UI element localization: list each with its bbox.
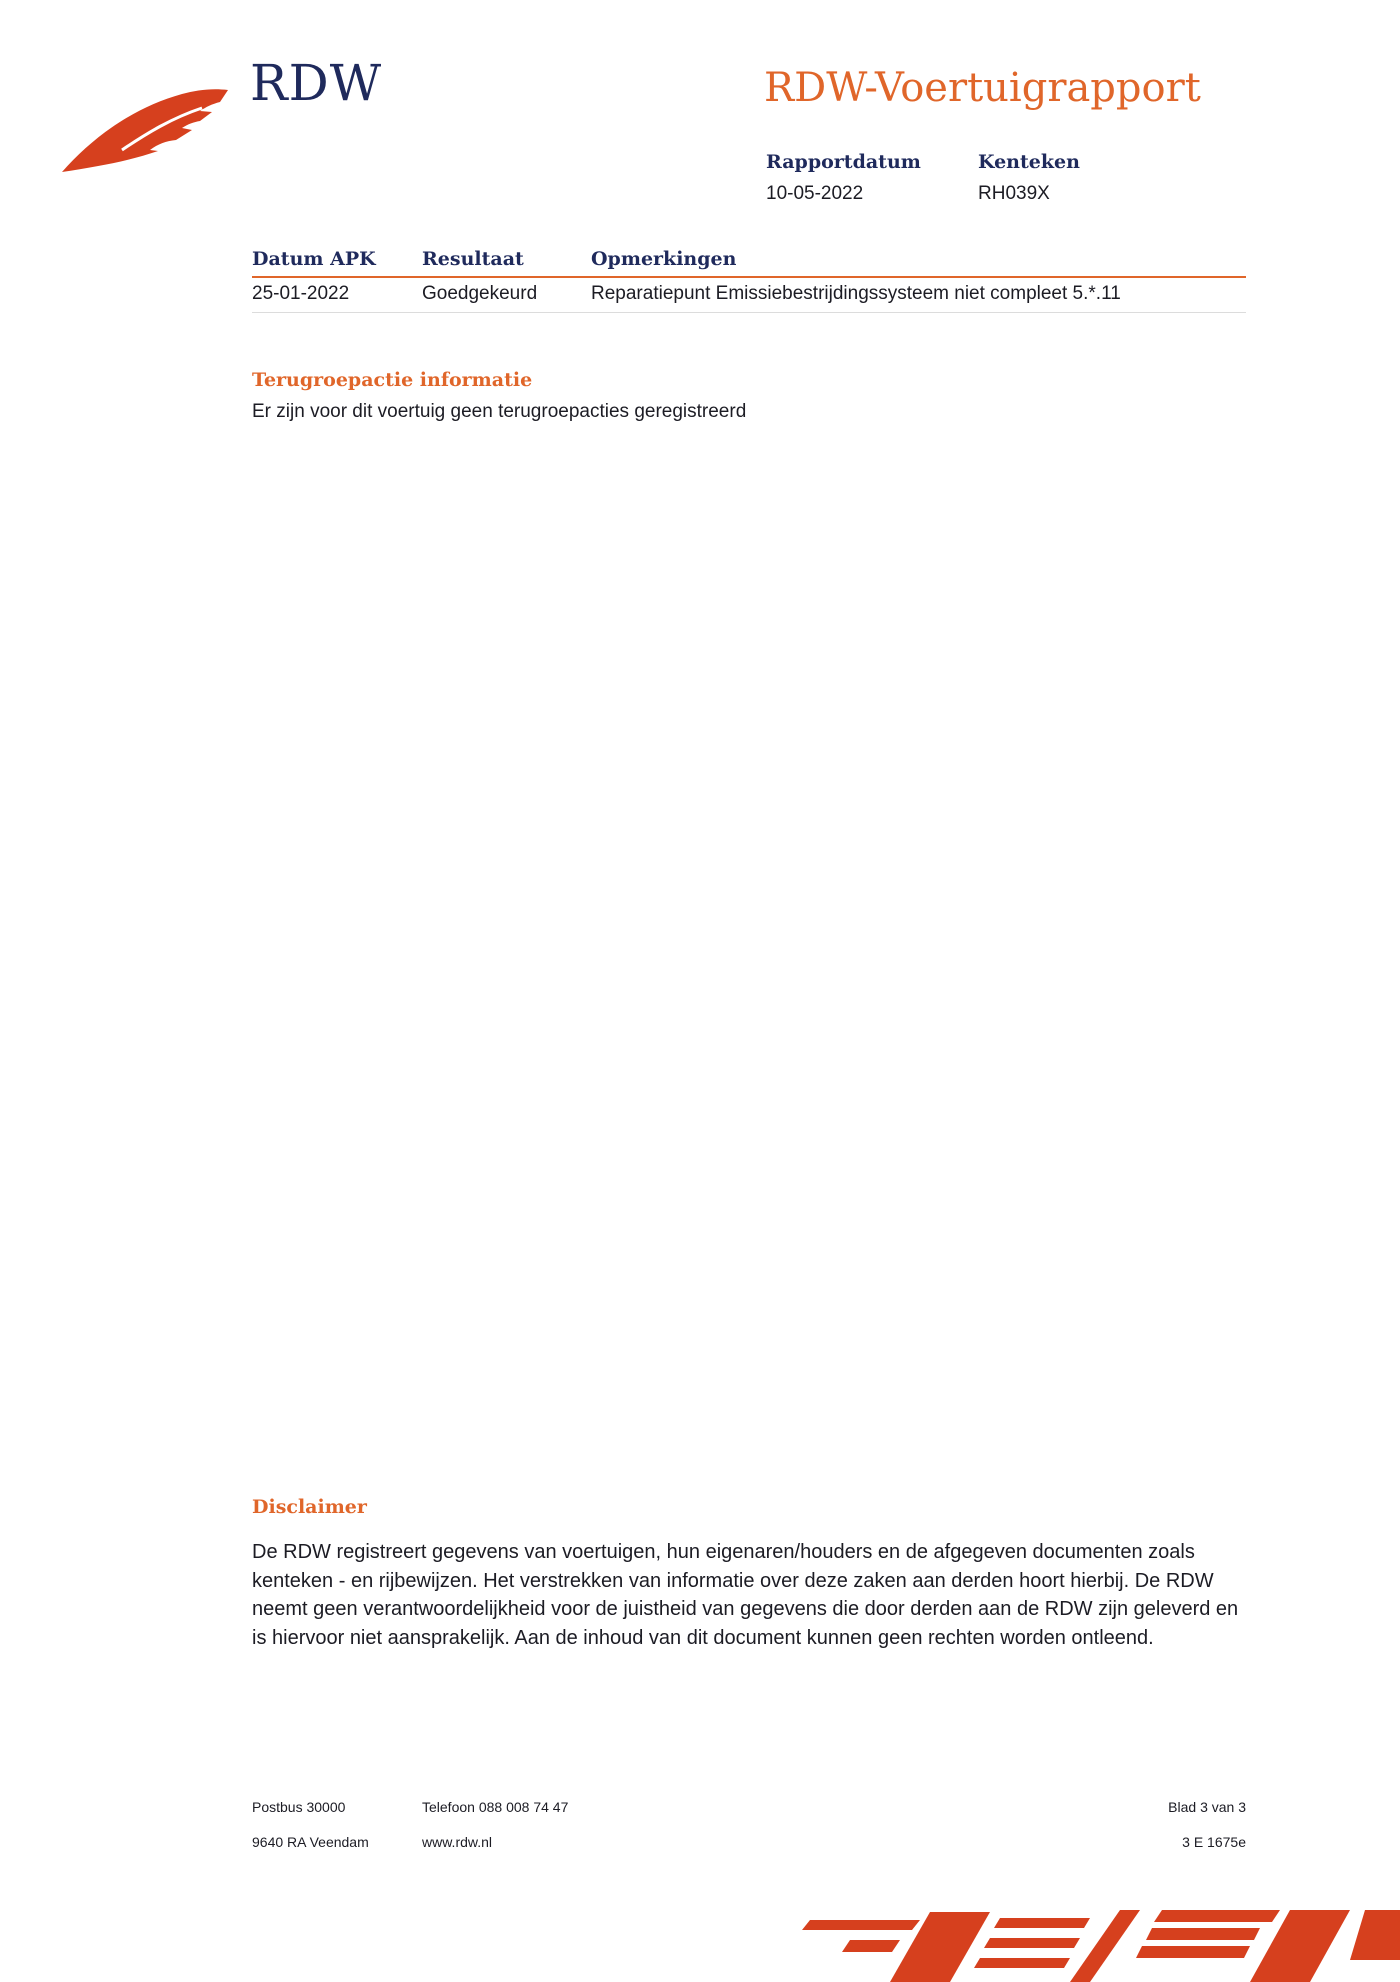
plate-value: RH039X <box>978 183 1050 204</box>
footer-website[interactable]: www.rdw.nl <box>422 1834 493 1850</box>
rdw-wing-logo-icon <box>62 88 232 176</box>
footer-phone: Telefoon 088 008 74 47 <box>422 1799 569 1815</box>
report-date-label: Rapportdatum <box>766 151 921 173</box>
rdw-logo-text: RDW <box>250 54 383 112</box>
footer-city: 9640 RA Veendam <box>252 1834 369 1850</box>
cell-opmerkingen: Reparatiepunt Emissiebestrijdingssysteem niet compleet 5.*.11 <box>591 283 1121 304</box>
column-header-datum: Datum APK <box>252 248 376 270</box>
footer-postbus: Postbus 30000 <box>252 1799 346 1815</box>
column-header-opmerkingen: Opmerkingen <box>591 248 737 270</box>
cell-resultaat: Goedgekeurd <box>422 283 538 304</box>
recall-heading: Terugroepactie informatie <box>252 369 533 391</box>
disclaimer-heading: Disclaimer <box>252 1496 367 1518</box>
footer-document-code: 3 E 1675e <box>1182 1834 1246 1850</box>
apk-table <box>252 246 1246 313</box>
report-title: RDW-Voertuigrapport <box>764 65 1201 111</box>
footer-page-number: Blad 3 van 3 <box>1168 1799 1246 1815</box>
plate-label: Kenteken <box>978 151 1080 173</box>
report-date-value: 10-05-2022 <box>766 183 864 204</box>
rdw-stripes-decoration-icon <box>790 1900 1400 1982</box>
table-row <box>252 278 1246 313</box>
recall-text: Er zijn voor dit voertuig geen terugroepacties geregistreerd <box>252 401 747 422</box>
cell-datum: 25-01-2022 <box>252 283 350 304</box>
apk-table-header <box>252 246 1246 278</box>
disclaimer-text: De RDW registreert gegevens van voertuigen, hun eigenaren/houders en de afgegeven documenten zoals kenteken - en rijbewijzen. Het verstrekken van informatie over deze zaken aan derden hoort hierbij. De RDW neemt geen verantwoordelijkheid voor de juistheid van gegevens die door derden aan de RDW zijn geleverd en is hiervoor niet aansprakelijk. Aan de inhoud van dit document kunnen geen rechten worden ontleend. <box>252 1541 1239 1649</box>
column-header-resultaat: Resultaat <box>422 248 524 270</box>
